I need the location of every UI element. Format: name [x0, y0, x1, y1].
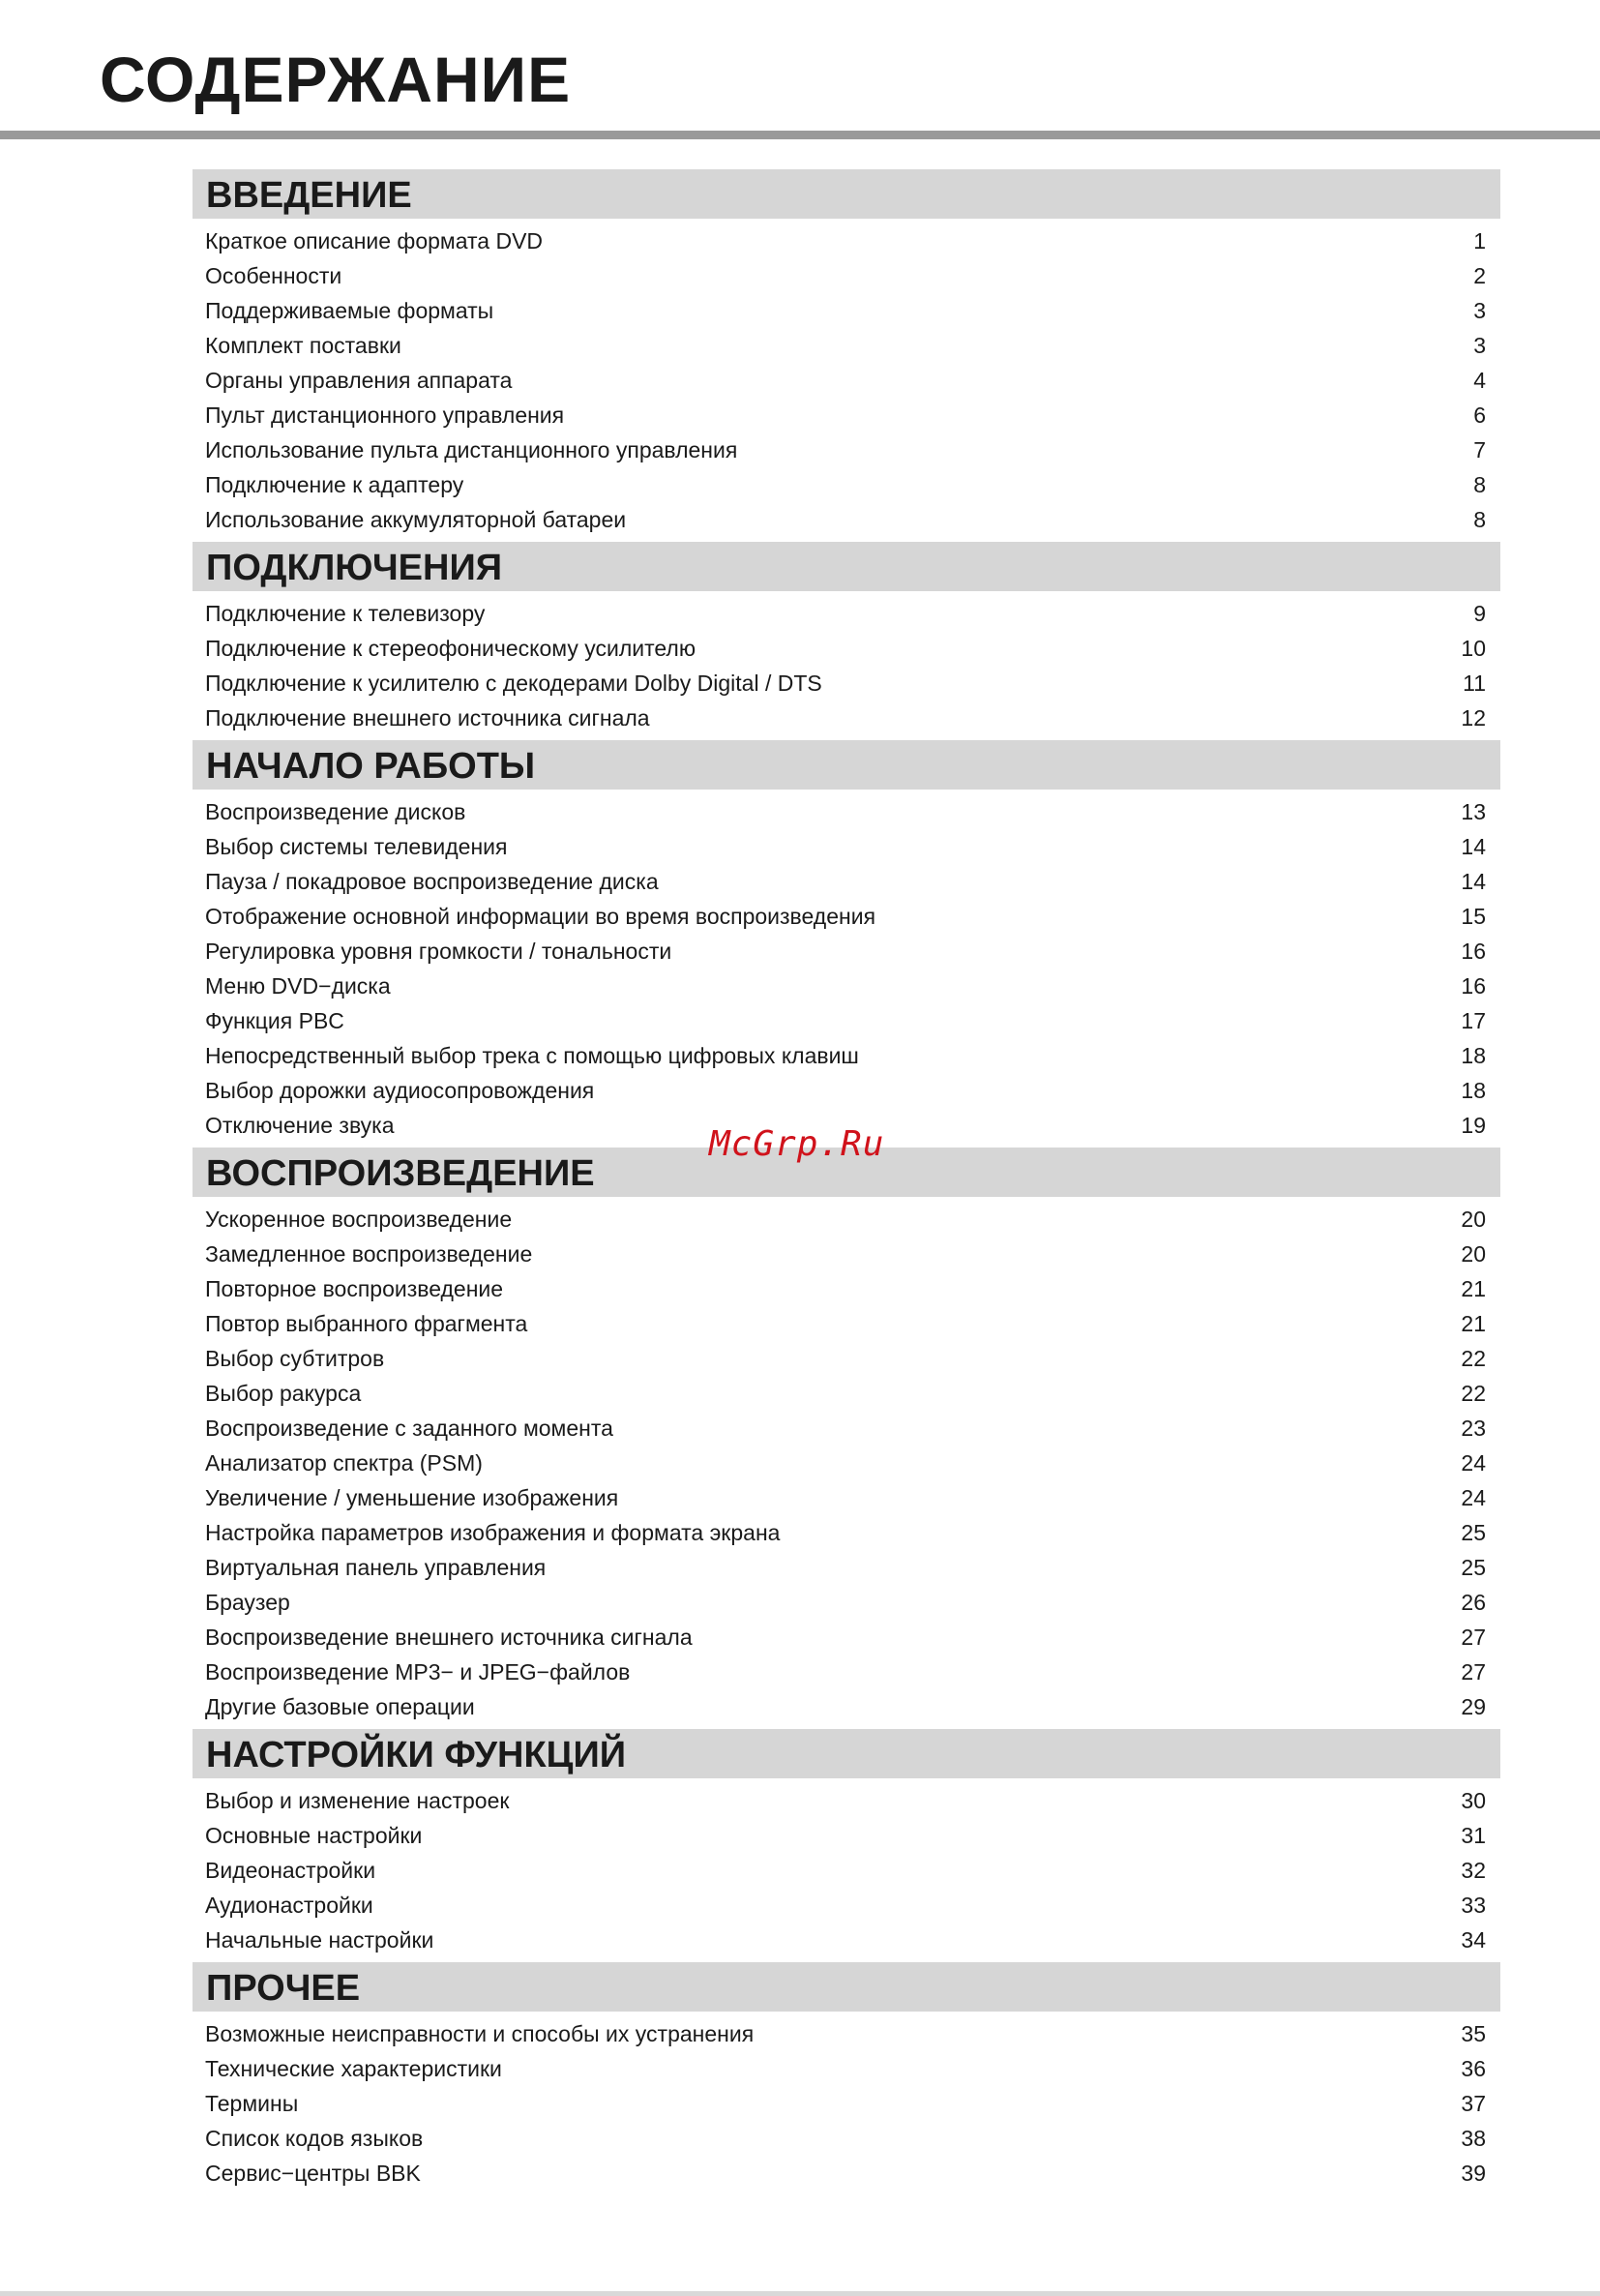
section-entry-list: [193, 219, 1500, 542]
toc-entry-page-number: 16: [1461, 973, 1486, 999]
toc-entry: [193, 701, 1500, 735]
toc-section: [193, 169, 1500, 542]
toc-entry: [193, 1376, 1500, 1411]
toc-section: [193, 1962, 1500, 2195]
toc-entry: [193, 398, 1500, 432]
toc-entry-page-number: 27: [1461, 1659, 1486, 1685]
toc-entry-page-number: 32: [1461, 1858, 1486, 1883]
toc-entry-page-number: 3: [1473, 298, 1486, 323]
toc-entry-page-number: 33: [1461, 1893, 1486, 1918]
toc-entry-label: Выбор ракурса: [205, 1381, 362, 1406]
toc-entry-page-number: 11: [1463, 671, 1486, 696]
toc-entry-label: Непосредственный выбор трека с помощью цифровых клавиш: [205, 1043, 859, 1068]
toc-entry-label: Сервис−центры BBK: [205, 2161, 421, 2186]
toc-entry-page-number: 12: [1461, 705, 1486, 731]
toc-entry: [193, 502, 1500, 537]
toc-entry-label: Видеонастройки: [205, 1858, 376, 1883]
toc-entry-label: Краткое описание формата DVD: [205, 228, 544, 253]
toc-entry: [193, 1202, 1500, 1237]
toc-entry: [193, 864, 1500, 899]
toc-entry: [193, 1515, 1500, 1550]
toc-entry: [193, 1923, 1500, 1957]
toc-entry: [193, 1585, 1500, 1620]
toc-entry-label: Использование пульта дистанционного управления: [205, 437, 738, 462]
toc-entry-label: Пульт дистанционного управления: [205, 403, 565, 428]
toc-entry: [193, 631, 1500, 666]
toc-section: [193, 740, 1500, 1148]
toc-entry: [193, 1888, 1500, 1923]
toc-entry-label: Воспроизведение дисков: [205, 799, 466, 824]
toc-entry-label: Повторное воспроизведение: [205, 1276, 504, 1301]
toc-entry: [193, 293, 1500, 328]
toc-entry: [193, 1341, 1500, 1376]
section-header: ПОДКЛЮЧЕНИЯ: [193, 542, 1500, 591]
toc-entry-page-number: 10: [1461, 636, 1486, 661]
toc-entry-label: Выбор субтитров: [205, 1346, 385, 1371]
toc-entry-page-number: 14: [1461, 869, 1486, 894]
toc-entry-label: Увеличение / уменьшение изображения: [205, 1485, 619, 1510]
toc-entry: [193, 934, 1500, 969]
toc-entry: [193, 1271, 1500, 1306]
toc-entry-label: Воспроизведение MP3− и JPEG−файлов: [205, 1659, 631, 1685]
toc-entry-label: Отображение основной информации во время воспроизведения: [205, 904, 876, 929]
toc-entry-page-number: 21: [1461, 1276, 1486, 1301]
toc-entry-page-number: 9: [1473, 601, 1486, 626]
toc-entry-label: Основные настройки: [205, 1823, 423, 1848]
toc-entry: [193, 1038, 1500, 1073]
toc-entry: [193, 2051, 1500, 2086]
toc-entry-label: Настройка параметров изображения и формата экрана: [205, 1520, 781, 1545]
toc-entry-label: Выбор системы телевидения: [205, 834, 508, 859]
section-entry-list: [193, 790, 1500, 1148]
toc-entry-page-number: 8: [1473, 472, 1486, 497]
toc-entry-page-number: 26: [1461, 1590, 1486, 1615]
toc-entry-label: Ускоренное воспроизведение: [205, 1207, 513, 1232]
toc-section: [193, 1148, 1500, 1729]
toc-entry-page-number: 1: [1473, 228, 1486, 253]
toc-entry-page-number: 27: [1461, 1625, 1486, 1650]
toc-entry-page-number: 23: [1461, 1416, 1486, 1441]
toc-entry-page-number: 3: [1473, 333, 1486, 358]
toc-entry-page-number: 2: [1473, 263, 1486, 288]
section-entry-list: [193, 1197, 1500, 1729]
toc-entry-label: Подключение к телевизору: [205, 601, 486, 626]
toc-entry-label: Анализатор спектра (PSM): [205, 1450, 483, 1476]
toc-entry: [193, 1853, 1500, 1888]
toc-entry: [193, 1783, 1500, 1818]
toc-entry: [193, 258, 1500, 293]
toc-section: [193, 542, 1500, 740]
toc-entry-page-number: 38: [1461, 2126, 1486, 2151]
section-header: ВВЕДЕНИЕ: [193, 169, 1500, 219]
toc-entry-page-number: 24: [1461, 1485, 1486, 1510]
toc-entry-label: Аудионастройки: [205, 1893, 373, 1918]
toc-entry-label: Регулировка уровня громкости / тональности: [205, 939, 672, 964]
toc-entry-label: Органы управления аппарата: [205, 368, 513, 393]
toc-entry: [193, 363, 1500, 398]
toc-entry-page-number: 17: [1461, 1008, 1486, 1033]
toc-entry-label: Функция PBC: [205, 1008, 344, 1033]
toc-entry-page-number: 19: [1461, 1113, 1486, 1138]
section-entry-list: [193, 591, 1500, 740]
toc-entry-page-number: 25: [1461, 1555, 1486, 1580]
toc-entry-page-number: 31: [1461, 1823, 1486, 1848]
toc-entry-label: Технические характеристики: [205, 2056, 502, 2081]
toc-entry-page-number: 24: [1461, 1450, 1486, 1476]
toc-entry-label: Выбор дорожки аудиосопровождения: [205, 1078, 595, 1103]
section-entry-list: [193, 2012, 1500, 2195]
watermark: McGrp.Ru: [709, 1124, 885, 1164]
toc-entry-label: Комплект поставки: [205, 333, 401, 358]
toc-section: [193, 1729, 1500, 1962]
toc-entry-label: Подключение к усилителю с декодерами Dolby Digital / DTS: [205, 671, 822, 696]
toc-entry-label: Список кодов языков: [205, 2126, 424, 2151]
toc-entry: [193, 1689, 1500, 1724]
toc-entry: [193, 1620, 1500, 1655]
toc-entry: [193, 666, 1500, 701]
toc-entry-label: Воспроизведение внешнего источника сигнала: [205, 1625, 693, 1650]
toc-entry: [193, 1306, 1500, 1341]
toc-entry-page-number: 15: [1461, 904, 1486, 929]
toc-entry-page-number: 13: [1461, 799, 1486, 824]
table-of-contents: [193, 169, 1500, 2195]
toc-entry-label: Подключение внешнего источника сигнала: [205, 705, 650, 731]
toc-entry-page-number: 14: [1461, 834, 1486, 859]
toc-entry-label: Другие базовые операции: [205, 1694, 475, 1719]
toc-entry-label: Воспроизведение с заданного момента: [205, 1416, 613, 1441]
toc-entry: [193, 1073, 1500, 1108]
toc-entry: [193, 2086, 1500, 2121]
toc-entry-label: Замедленное воспроизведение: [205, 1241, 533, 1267]
toc-entry: [193, 829, 1500, 864]
toc-entry-page-number: 34: [1461, 1927, 1486, 1953]
toc-entry-label: Виртуальная панель управления: [205, 1555, 547, 1580]
toc-entry-page-number: 36: [1461, 2056, 1486, 2081]
toc-entry-label: Меню DVD−диска: [205, 973, 391, 999]
toc-entry-label: Подключение к адаптеру: [205, 472, 464, 497]
toc-entry-page-number: 21: [1461, 1311, 1486, 1336]
toc-entry-page-number: 7: [1473, 437, 1486, 462]
toc-entry: [193, 794, 1500, 829]
toc-entry-page-number: 16: [1461, 939, 1486, 964]
toc-entry-page-number: 8: [1473, 507, 1486, 532]
toc-entry-page-number: 22: [1461, 1381, 1486, 1406]
toc-entry-page-number: 35: [1461, 2021, 1486, 2046]
toc-entry-label: Повтор выбранного фрагмента: [205, 1311, 528, 1336]
toc-entry-label: Использование аккумуляторной батареи: [205, 507, 627, 532]
toc-entry-page-number: 39: [1461, 2161, 1486, 2186]
toc-entry: [193, 1237, 1500, 1271]
bottom-divider: [0, 2291, 1600, 2296]
section-header: НАЧАЛО РАБОТЫ: [193, 740, 1500, 790]
toc-entry-page-number: 18: [1461, 1043, 1486, 1068]
toc-entry: [193, 1003, 1500, 1038]
toc-entry-page-number: 25: [1461, 1520, 1486, 1545]
toc-entry: [193, 596, 1500, 631]
toc-entry: [193, 899, 1500, 934]
toc-entry: [193, 224, 1500, 258]
toc-entry: [193, 969, 1500, 1003]
toc-entry: [193, 1480, 1500, 1515]
page-title: СОДЕРЖАНИЕ: [100, 44, 572, 115]
toc-entry-page-number: 18: [1461, 1078, 1486, 1103]
toc-entry-label: Браузер: [205, 1590, 290, 1615]
toc-entry-label: Особенности: [205, 263, 342, 288]
toc-entry: [193, 1411, 1500, 1446]
toc-entry-page-number: 22: [1461, 1346, 1486, 1371]
toc-entry-label: Поддерживаемые форматы: [205, 298, 494, 323]
toc-entry-label: Начальные настройки: [205, 1927, 434, 1953]
toc-entry-label: Подключение к стереофоническому усилителю: [205, 636, 696, 661]
toc-entry-label: Отключение звука: [205, 1113, 395, 1138]
toc-entry: [193, 2156, 1500, 2191]
toc-entry-label: Возможные неисправности и способы их устранения: [205, 2021, 755, 2046]
toc-entry-page-number: 30: [1461, 1788, 1486, 1813]
toc-entry: [193, 432, 1500, 467]
toc-entry-page-number: 4: [1473, 368, 1486, 393]
toc-entry-label: Пауза / покадровое воспроизведение диска: [205, 869, 659, 894]
toc-entry-label: Термины: [205, 2091, 299, 2116]
toc-entry: [193, 328, 1500, 363]
toc-entry-page-number: 20: [1461, 1241, 1486, 1267]
toc-entry: [193, 1446, 1500, 1480]
section-entry-list: [193, 1778, 1500, 1962]
toc-entry: [193, 1655, 1500, 1689]
title-divider: [0, 131, 1600, 139]
toc-entry-page-number: 6: [1473, 403, 1486, 428]
toc-entry: [193, 1550, 1500, 1585]
toc-entry-page-number: 20: [1461, 1207, 1486, 1232]
section-header: ВОСПРОИЗВЕДЕНИЕ: [193, 1148, 1500, 1197]
toc-entry: [193, 467, 1500, 502]
toc-entry-page-number: 29: [1461, 1694, 1486, 1719]
toc-entry-label: Выбор и изменение настроек: [205, 1788, 510, 1813]
toc-entry: [193, 1818, 1500, 1853]
section-header: НАСТРОЙКИ ФУНКЦИЙ: [193, 1729, 1500, 1778]
section-header: ПРОЧЕЕ: [193, 1962, 1500, 2012]
toc-entry: [193, 2016, 1500, 2051]
toc-entry-page-number: 37: [1461, 2091, 1486, 2116]
toc-entry: [193, 2121, 1500, 2156]
